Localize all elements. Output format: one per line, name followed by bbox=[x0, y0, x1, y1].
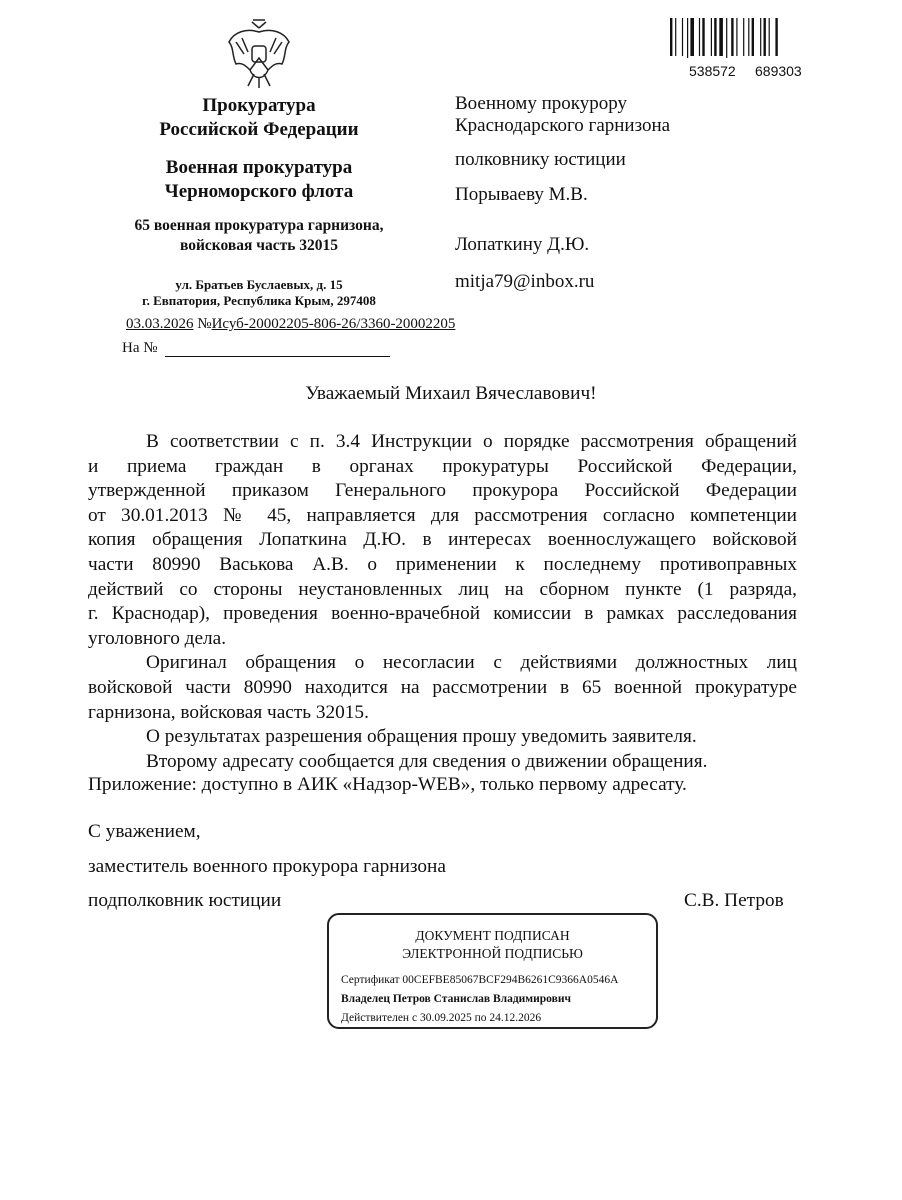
outgoing-reference bbox=[122, 316, 455, 333]
number-label: № bbox=[197, 316, 212, 332]
body-line: части 80990 Васькова А.В. о применении к последнему противоправных bbox=[88, 554, 797, 575]
barcode-bar bbox=[687, 18, 688, 58]
stamp-title: ДОКУМЕНТ ПОДПИСАН bbox=[415, 928, 570, 943]
barcode-bar bbox=[760, 18, 761, 56]
barcode-bar bbox=[711, 18, 712, 56]
barcode-bar bbox=[714, 18, 716, 56]
body-line: от 30.01.2013 № 45, направляется для рассмотрения согласно компетенции bbox=[88, 504, 797, 526]
barcode-number-right: 689303 bbox=[755, 63, 802, 79]
barcode-number-left: 538572 bbox=[689, 63, 736, 79]
body-line: утвержденной приказом Генерального прокурора Российской Федерации bbox=[88, 480, 797, 502]
signer-rank: подполковник юстиции bbox=[88, 890, 282, 911]
org-line: 65 военная прокуратура гарнизона, bbox=[134, 217, 384, 234]
recipient-2-name: Лопаткину Д.Ю. bbox=[455, 234, 590, 255]
body-line: действий со стороны неустановленных лиц на сборном пункте (1 разряда, bbox=[88, 578, 797, 600]
document-date: 03.03.2026 bbox=[126, 316, 194, 332]
org-line: войсковая часть 32015 bbox=[179, 237, 339, 254]
barcode-bar bbox=[748, 18, 749, 56]
sender-org-military bbox=[100, 156, 418, 204]
barcode-bar bbox=[775, 18, 777, 56]
barcode-bar bbox=[682, 18, 683, 56]
stamp-subtitle: ЭЛЕКТРОННОЙ ПОДПИСЬЮ bbox=[402, 946, 583, 961]
barcode-bar bbox=[752, 18, 754, 56]
org-line: Российской Федерации bbox=[159, 119, 359, 140]
sender-org-prosecutor bbox=[100, 94, 418, 142]
barcode-bar bbox=[690, 18, 694, 56]
barcode-bar bbox=[769, 18, 770, 56]
signer-name: С.В. Петров bbox=[684, 890, 784, 911]
reply-reference bbox=[122, 340, 390, 357]
document-number: Исуб-20002205-806-26/3360-20002205 bbox=[211, 316, 456, 332]
coat-of-arms-emblem bbox=[226, 18, 292, 90]
body-line: копия обращения Лопаткина Д.Ю. в интересах военнослужащего войсковой bbox=[88, 529, 797, 551]
recipient-line: Военному прокурору bbox=[455, 93, 627, 114]
stamp-validity: Действителен с 30.09.2025 по 24.12.2026 bbox=[341, 1012, 542, 1024]
barcode-bar bbox=[731, 18, 733, 56]
stamp-owner: Владелец Петров Станислав Владимирович bbox=[341, 993, 571, 1005]
address-line: г. Евпатория, Республика Крым, 297408 bbox=[142, 293, 376, 308]
barcode-bar bbox=[743, 18, 744, 56]
org-line: Черноморского флота bbox=[164, 181, 354, 202]
body-line: О результатах разрешения обращения прошу уведомить заявителя. bbox=[146, 726, 697, 748]
barcode-bar bbox=[719, 18, 723, 56]
reply-label: На № bbox=[122, 340, 158, 356]
body-line: г. Краснодар), проведения военно-врачебной комиссии в рамках расследования bbox=[88, 603, 797, 625]
barcode-bar bbox=[675, 18, 676, 56]
org-line: Военная прокуратура bbox=[165, 157, 353, 178]
signer-position: заместитель военного прокурора гарнизона bbox=[88, 856, 446, 877]
barcode-bar bbox=[670, 18, 672, 56]
reply-number-blank bbox=[165, 356, 390, 357]
barcode bbox=[670, 18, 810, 58]
body-line: уголовного дела. bbox=[88, 627, 227, 649]
sender-unit bbox=[100, 216, 418, 256]
electronic-signature-stamp bbox=[327, 913, 658, 1029]
recipient-1 bbox=[455, 93, 670, 137]
recipient-2-email: mitja79@inbox.ru bbox=[455, 271, 595, 292]
body-line: войсковой части 80990 находится на рассмотрении в 65 военной прокуратуре bbox=[88, 677, 797, 698]
body-line: гарнизона, войсковая часть 32015. bbox=[88, 701, 369, 723]
barcode-bar bbox=[699, 18, 700, 56]
body-line: и приема граждан в органах прокуратуры Российской Федерации, bbox=[88, 455, 797, 477]
stamp-certificate: Сертификат 00CEFBE85067BCF294B6261C9366A0546A bbox=[341, 974, 619, 986]
body-line: Второму адресату сообщается для сведения о движении обращения. bbox=[146, 750, 708, 772]
address-line: ул. Братьев Буслаевых, д. 15 bbox=[175, 277, 343, 292]
barcode-bar bbox=[726, 18, 727, 58]
salutation: Уважаемый Михаил Вячеславович! bbox=[305, 383, 597, 404]
org-line: Прокуратура bbox=[202, 95, 316, 116]
recipient-rank: полковнику юстиции bbox=[455, 149, 626, 170]
recipient-name: Порываеву М.В. bbox=[455, 184, 588, 205]
barcode-bar bbox=[702, 18, 704, 56]
closing: С уважением, bbox=[88, 821, 201, 842]
recipient-line: Краснодарского гарнизона bbox=[455, 115, 671, 136]
body-line: Оригинал обращения о несогласии с действиями должностных лиц bbox=[146, 652, 797, 674]
sender-address bbox=[100, 277, 418, 309]
attachment-note: Приложение: доступно в АИК «Надзор-WEB», только первому адресату. bbox=[88, 774, 687, 795]
barcode-bar bbox=[764, 18, 766, 56]
barcode-bar bbox=[736, 18, 737, 56]
body-line: В соответствии с п. 3.4 Инструкции о порядке рассмотрения обращений bbox=[146, 431, 797, 452]
